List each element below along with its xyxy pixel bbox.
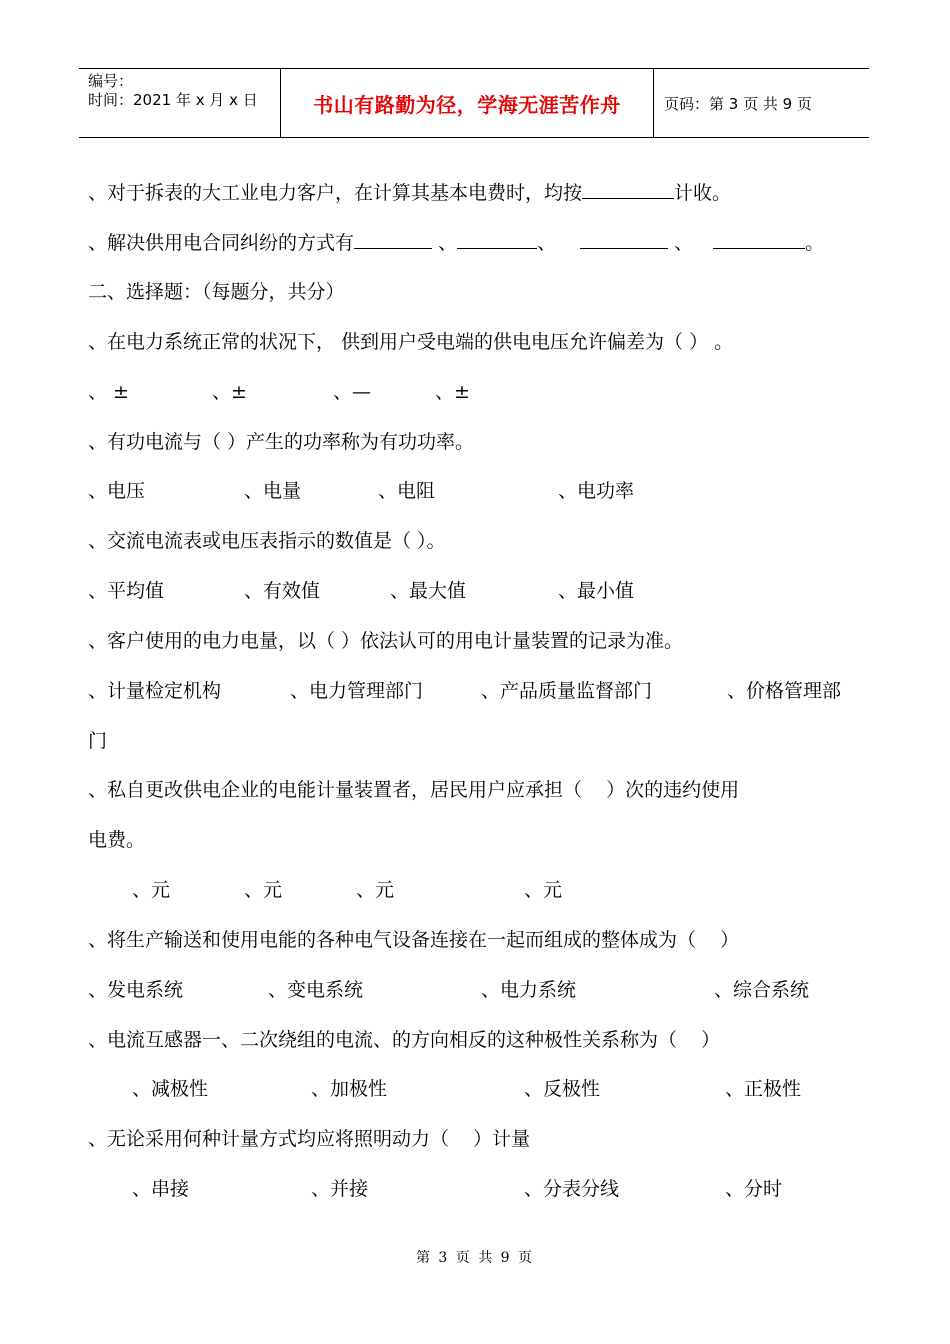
option: 、有效值 bbox=[244, 580, 321, 602]
option: 、价格管理部 bbox=[727, 680, 842, 702]
option: 、电量 bbox=[244, 480, 302, 502]
choice-question-4: 、客户使用的电力电量，以（ ）依法认可的用电计量装置的记录为准。 bbox=[88, 630, 684, 652]
choice-question-2: 、有功电流与（ ）产生的功率称为有功功率。 bbox=[88, 431, 475, 453]
option: 、 ± bbox=[88, 381, 129, 403]
option: 、变电系统 bbox=[268, 979, 364, 1001]
answer-blank bbox=[713, 230, 805, 249]
choice-question-8: 、无论采用何种计量方式均应将照明动力（ ）计量 bbox=[88, 1128, 531, 1150]
option: 、— bbox=[333, 381, 372, 403]
answer-blank bbox=[582, 180, 674, 199]
option: 、± bbox=[212, 381, 247, 403]
header-meta bbox=[79, 69, 281, 137]
option: 、最小值 bbox=[558, 580, 635, 602]
choice-question-6: 、将生产输送和使用电能的各种电气设备连接在一起而组成的整体成为（ ） bbox=[88, 929, 740, 951]
option: 、分时 bbox=[725, 1178, 783, 1200]
choice-question-1: 、在电力系统正常的状况下， 供到用户受电端的供电电压允许偏差为（ ） 。 bbox=[88, 331, 734, 353]
page-footer: 第 3 页 共 9 页 bbox=[415, 1250, 535, 1266]
option: 、元 bbox=[524, 879, 563, 901]
option: 、电力系统 bbox=[481, 979, 577, 1001]
option: 、最大值 bbox=[390, 580, 467, 602]
choice-question-5: 、私自更改供电企业的电能计量装置者，居民用户应承担（ ）次的违约使用 bbox=[88, 779, 740, 801]
document-date-label: 时间：2021 年 x 月 x 日 bbox=[88, 91, 258, 109]
option: 、电功率 bbox=[558, 480, 635, 502]
fill-question-2: 、解决供用电合同纠纷的方式有 、 、 、 。 bbox=[88, 232, 825, 254]
answer-blank bbox=[354, 230, 432, 249]
option: 、平均值 bbox=[88, 580, 165, 602]
header-page-number: 页码：第 3 页 共 9 页 bbox=[664, 94, 812, 113]
answer-blank bbox=[580, 230, 668, 249]
section-title-choice: 二、选择题：（每题分，共分） bbox=[88, 281, 345, 303]
choice-question-5-continued: 电费。 bbox=[88, 829, 146, 851]
option: 、元 bbox=[244, 879, 283, 901]
option: 、并接 bbox=[311, 1178, 369, 1200]
option: 、加极性 bbox=[311, 1078, 388, 1100]
option: 、元 bbox=[132, 879, 171, 901]
option: 、± bbox=[435, 381, 470, 403]
option: 、元 bbox=[356, 879, 395, 901]
option: 、串接 bbox=[132, 1178, 190, 1200]
option: 、电阻 bbox=[378, 480, 436, 502]
option: 、计量检定机构 bbox=[88, 680, 222, 702]
choice-question-7: 、电流互感器一、二次绕组的电流、的方向相反的这种极性关系称为（ ） bbox=[88, 1029, 721, 1051]
page-header bbox=[79, 68, 869, 138]
option: 、电压 bbox=[88, 480, 146, 502]
option: 、反极性 bbox=[524, 1078, 601, 1100]
fill-question-1: 、对于拆表的大工业电力客户，在计算其基本电费时，均按 计收。 bbox=[88, 182, 732, 204]
option: 、减极性 bbox=[132, 1078, 209, 1100]
answer-blank bbox=[457, 230, 537, 249]
option: 、分表分线 bbox=[524, 1178, 620, 1200]
option: 、电力管理部门 bbox=[290, 680, 424, 702]
option: 、发电系统 bbox=[88, 979, 184, 1001]
option: 、正极性 bbox=[725, 1078, 802, 1100]
option: 、产品质量监督部门 bbox=[481, 680, 653, 702]
header-motto: 书山有路勤为径，学海无涯苦作舟 bbox=[281, 69, 654, 137]
choice-question-4-continued: 门 bbox=[88, 730, 108, 752]
document-number-label: 编号： bbox=[88, 72, 134, 90]
option: 、综合系统 bbox=[714, 979, 810, 1001]
choice-question-3: 、交流电流表或电压表指示的数值是（ ）。 bbox=[88, 530, 446, 552]
